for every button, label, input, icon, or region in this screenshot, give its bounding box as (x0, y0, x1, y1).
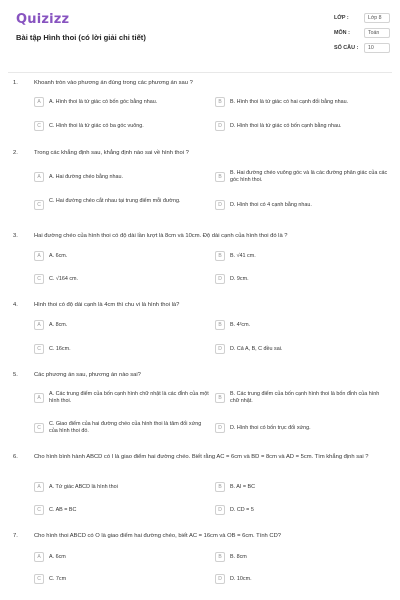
option-letter-box: B (215, 251, 225, 261)
option-text: D. Hình thoi có 4 cạnh bằng nhau. (230, 202, 312, 208)
option-letter-box: C (34, 505, 44, 515)
option-letter-box: A (34, 482, 44, 492)
option-letter-box: B (215, 320, 225, 330)
meta-grade-value: Lớp 8 (364, 13, 390, 23)
option-letter-box: C (34, 423, 44, 433)
meta-subject-value: Toán (364, 28, 390, 38)
option-text: A. Các trung điểm của bốn cạnh hình chữ nhật là các đỉnh của một hình thoi. (49, 391, 209, 404)
option-letter-box: A (34, 251, 44, 261)
meta-subject-label: MÔN : (334, 30, 350, 36)
question-text: Khoanh tròn vào phương án đúng trong các phương án sau ? (34, 80, 193, 86)
option-letter-box: D (215, 121, 225, 131)
option-letter-box: D (215, 423, 225, 433)
option-text: A. Tứ giác ABCD là hình thoi (49, 484, 118, 490)
option-letter-box: B (215, 552, 225, 562)
option-letter-box: D (215, 200, 225, 210)
question-number: 5. (13, 372, 18, 378)
option-text: D. Hình thoi là tứ giác có bốn cạnh bằng nhau. (230, 123, 342, 129)
meta-count-value: 10 (364, 43, 390, 53)
option-letter-box: B (215, 482, 225, 492)
option-text: C. √164 cm. (49, 276, 79, 282)
option-text: B. √41 cm. (230, 253, 256, 259)
option-text: A. 6cm. (49, 253, 68, 259)
question-text: Trong các khẳng định sau, khẳng định nào sai về hình thoi ? (34, 150, 189, 156)
option-letter-box: B (215, 172, 225, 182)
option-letter-box: D (215, 344, 225, 354)
option-letter-box: D (215, 274, 225, 284)
question-number: 4. (13, 302, 18, 308)
question-number: 7. (13, 533, 18, 539)
option-text: B. Hình thoi là tứ giác có hai cạnh đối bằng nhau. (230, 99, 349, 105)
worksheet-title: Bài tập Hình thoi (có lời giải chi tiết) (16, 33, 146, 42)
option-text: B. Hai đường chéo vuông góc và là các đường phân giác của các góc hình thoi. (230, 170, 388, 183)
option-text: C. 16cm. (49, 346, 71, 352)
quizizz-logo: Quizizz (16, 12, 70, 27)
option-letter-box: C (34, 200, 44, 210)
option-text: C. Hai đường chéo cắt nhau tại trung điểm mỗi đường. (49, 198, 181, 204)
question-text: Cho hình thoi ABCD có O là giao điểm hai đường chéo, biết AC = 16cm và OB = 6cm. Tính CD? (34, 533, 281, 539)
question-text: Cho hình bình hành ABCD có I là giao điểm hai đường chéo. Biết rằng AC = 6cm và BD = 8cm và AD = 5cm. Tìm khẳng định sai ? (34, 454, 369, 460)
option-text: D. 10cm. (230, 576, 252, 582)
option-letter-box: C (34, 274, 44, 284)
option-letter-box: B (215, 393, 225, 403)
option-text: A. Hình thoi là tứ giác có bốn góc bằng nhau. (49, 99, 158, 105)
option-text: A. Hai đường chéo bằng nhau. (49, 174, 123, 180)
option-letter-box: D (215, 505, 225, 515)
option-text: C. 7cm (49, 576, 67, 582)
option-text: D. CD = 5 (230, 507, 254, 513)
option-letter-box: A (34, 393, 44, 403)
option-letter-box: B (215, 97, 225, 107)
question-text: Hai đường chéo của hình thoi có độ dài lần lượt là 8cm và 10cm. Độ dài cạnh của hình thoi đó là ? (34, 233, 288, 239)
option-letter-box: C (34, 344, 44, 354)
option-text: D. Hình thoi có bốn trục đối xứng. (230, 425, 311, 431)
option-text: B. AI = BC (230, 484, 256, 490)
option-text: D. Cả A, B, C đều sai. (230, 346, 283, 352)
question-number: 6. (13, 454, 18, 460)
option-text: B. Các trung điểm của bốn cạnh hình thoi là bốn đỉnh của hình chữ nhật. (230, 391, 380, 404)
meta-count-label: SỐ CÂU : (334, 45, 359, 51)
question-number: 2. (13, 150, 18, 156)
option-text: A. 8cm. (49, 322, 68, 328)
option-letter-box: A (34, 320, 44, 330)
option-text: B. 4²cm. (230, 322, 251, 328)
option-text: A. 6cm (49, 554, 66, 560)
option-letter-box: D (215, 574, 225, 584)
worksheet-header (0, 0, 400, 62)
option-text: C. AB = BC (49, 507, 77, 513)
question-number: 1. (13, 80, 18, 86)
option-text: B. 8cm (230, 554, 247, 560)
header-divider (8, 72, 392, 73)
meta-grade-label: LỚP : (334, 15, 349, 21)
option-letter-box: A (34, 552, 44, 562)
option-text: D. 9cm. (230, 276, 249, 282)
option-text: C. Hình thoi là tứ giác có ba góc vuông. (49, 123, 144, 129)
option-letter-box: A (34, 97, 44, 107)
option-letter-box: C (34, 121, 44, 131)
question-text: Các phương án sau, phương án nào sai? (34, 372, 141, 378)
option-letter-box: C (34, 574, 44, 584)
option-letter-box: A (34, 172, 44, 182)
question-number: 3. (13, 233, 18, 239)
option-text: C. Giao điểm của hai đường chéo của hình thoi là tâm đối xứng của hình thoi đó. (49, 421, 202, 434)
question-text: Hình thoi có độ dài cạnh là 4cm thì chu vi là hình thoi là? (34, 302, 180, 308)
